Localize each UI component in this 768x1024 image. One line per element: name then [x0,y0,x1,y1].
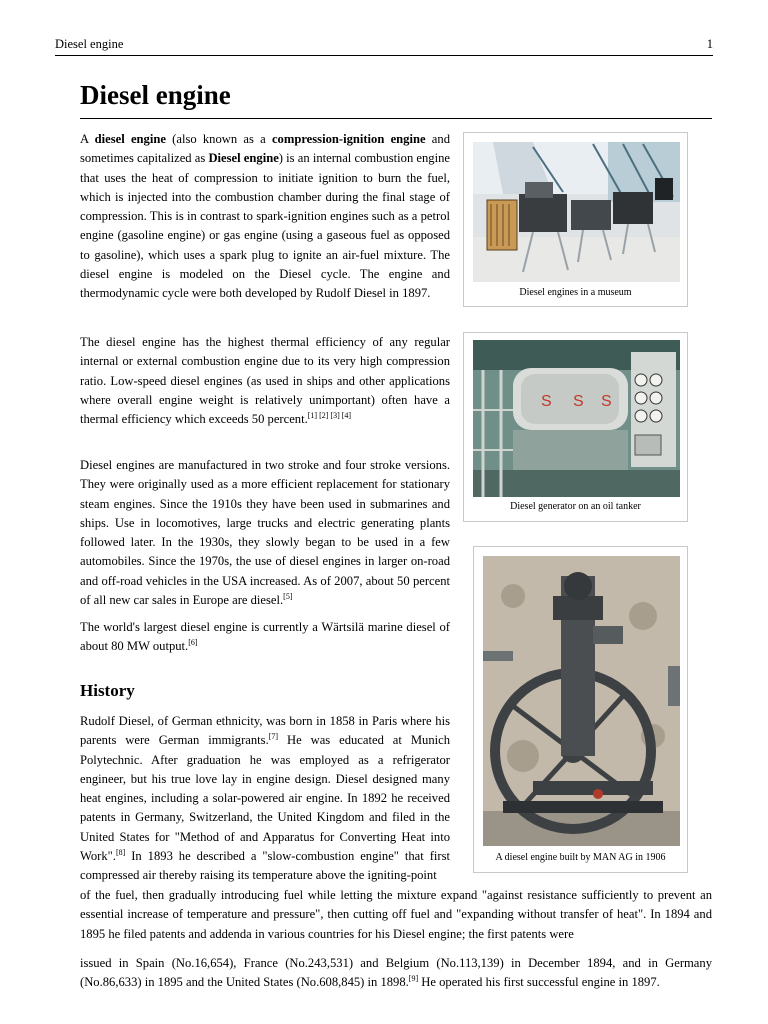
page-number: 1 [706,37,713,51]
generator-image[interactable] [473,340,680,497]
term-diesel-engine-capitalized: Diesel engine [208,151,279,166]
museum-engines-image[interactable] [473,142,680,282]
man-engine-image[interactable] [483,556,680,846]
running-header-title: Diesel engine [55,37,124,51]
citation-ref[interactable]: [5] [283,592,293,602]
citation-refs[interactable]: [1] [2] [3] [4] [307,411,352,421]
intro-paragraph: A diesel engine (also known as a compression-ignition engine and sometimes capitalized as Diesel engine) is an internal combustion engine that uses the heat of compression to initiate ignition to burn the fuel, which is injected into the combustion chamber during the final stage of compression. This is in contrast to spark-ignition engines such as a petrol engine (gasoline engine) or gas engine (using a gaseous fuel as opposed to gasoline), which uses a spark plug to ignite an air-fuel mixture. The diesel engine is modeled on the Diesel cycle. The engine and thermodynamic cycle were both developed by Rudolf Diesel in 1897. [80,132,450,301]
citation-ref[interactable]: [8] [115,848,126,858]
term-compression-ignition: compression-ignition engine [271,132,426,146]
history-paragraph: Rudolf Diesel, of German ethnicity, was born in 1858 in Paris where his parents were German immigrants.[7] He was educated at Munich Polytechnic. After graduation he was employed as a refrigerator engineer, but his true love lay in engine design. Diesel designed many heat engines, including a solar-powered air engine. In 1892 he received patents in Germany, Switzerland, the United Kingdom and filed in the United States for "Method of and Apparatus for Converting Heat into Work".[8] In 1893 he described a "slow-combustion engine" that first compressed air thereby raising its temperature above the igniting-point [80,714,450,883]
article-title: Diesel engine [80,78,712,119]
usage-paragraph: Diesel engines are manufactured in two stroke and four stroke versions. They were originally used as a more efficient replacement for stationary steam engines. Since the 1910s they have been used in submarines and ships. Use in locomotives, large trucks and electric generating plants followed later. In the 1930s, they slowly began to be used in a few automobiles. Since the 1970s, the use of diesel engines in larger on-road and off-road vehicles in the USA increased. As of 2007, about 50 percent of all new car sales in Europe are diesel.[5] [80,458,450,608]
section-heading-history: History [80,681,135,700]
figure-man-engine [473,546,688,873]
history-continuation: of the fuel, then gradually introducing fuel while letting the mixture expand "against resistance sufficiently to prevent an essential increase of temperature and pressure", then cutting off fuel and "expanding without transfer of heat". In 1894 and 1895 he filed patents and addenda in various countries for his Diesel engine; the first patents were [80,888,712,941]
efficiency-paragraph: The diesel engine has the highest thermal efficiency of any regular internal or external combustion engine due to its very high compression ratio. Low-speed diesel engines (as used in ships and other applications where overall engine weight is relatively unimportant) often have a thermal efficiency which exceeds 50 percent.[1] [2] [3] [4] [80,335,450,427]
figure-museum [463,132,688,307]
history-continuation-2: issued in Spain (No.16,654), France (No.243,531) and Belgium (No.113,139) in December 1894, and in Germany (No.86,633) in 1895 and the United States (No.608,845) in 1898.[9] He operated his first successful engine in 1897. [80,956,712,990]
citation-ref[interactable]: [6] [188,638,198,648]
running-header [55,37,713,56]
figure-caption: Diesel engines in a museum [519,287,632,298]
term-diesel-engine: diesel engine [94,132,166,146]
svg-text:S: S [573,393,584,410]
citation-ref[interactable]: [7] [268,732,279,742]
citation-ref[interactable]: [9] [408,974,419,984]
figure-caption: Diesel generator on an oil tanker [510,501,641,512]
largest-engine-paragraph: The world's largest diesel engine is currently a Wärtsilä marine diesel of about 80 MW output.[6] [80,620,450,654]
figure-generator [463,332,688,522]
figure-caption: A diesel engine built by MAN AG in 1906 [495,852,666,863]
svg-text:S: S [541,393,552,410]
svg-text:S: S [601,393,612,410]
